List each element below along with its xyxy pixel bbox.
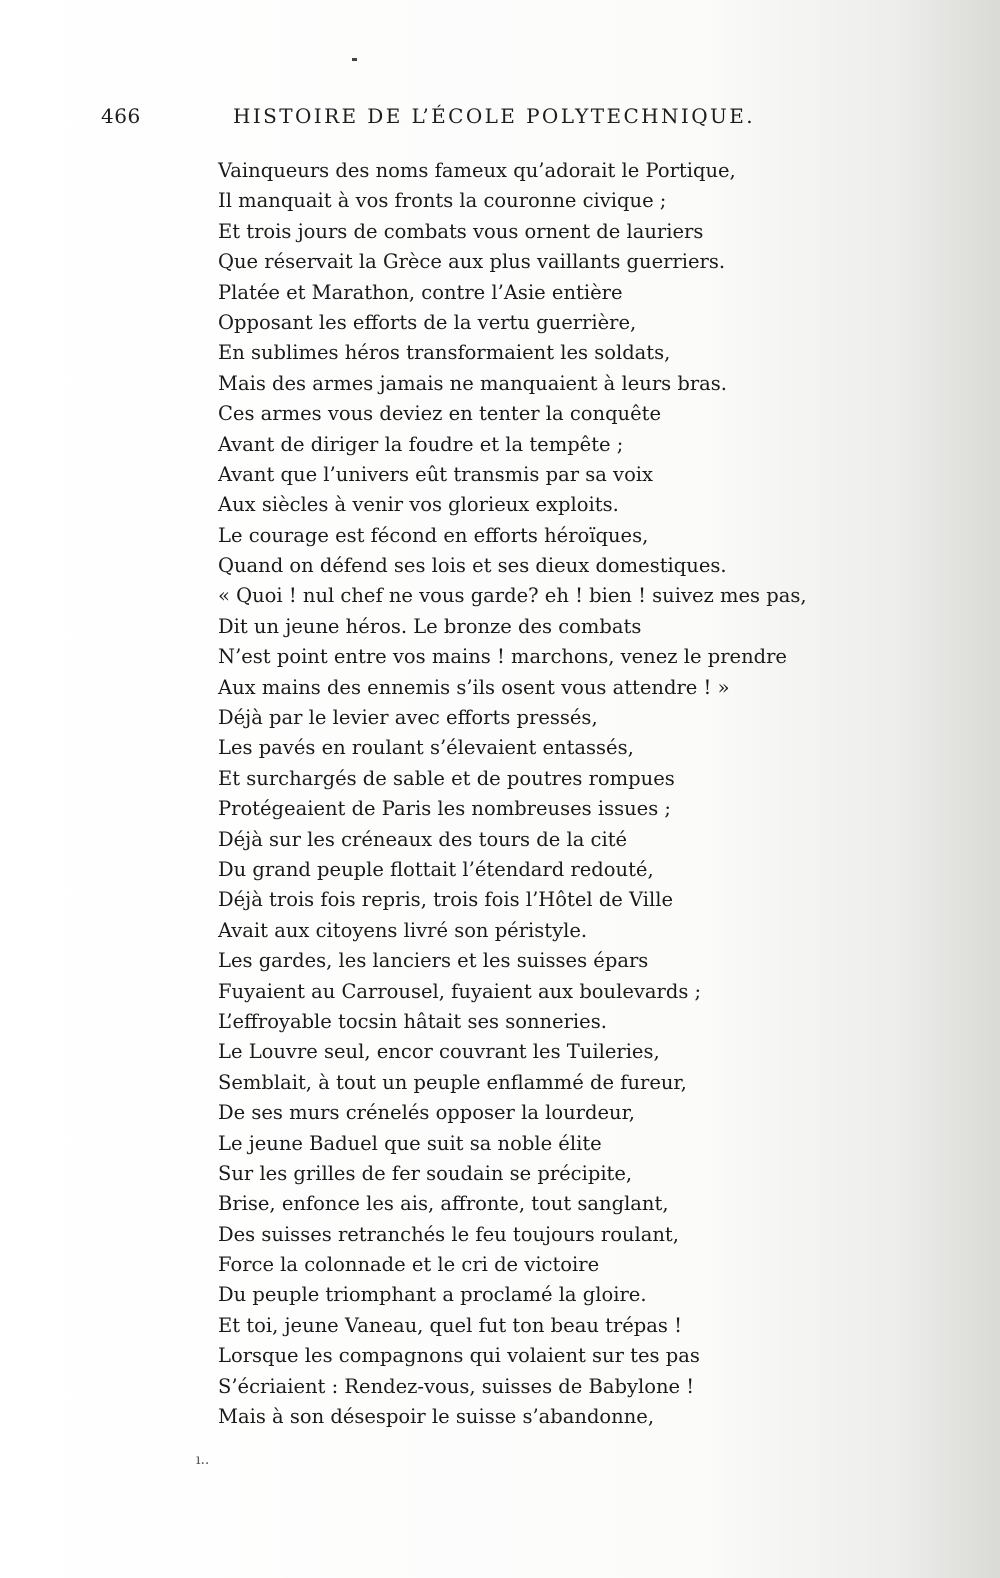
verse-line: Les gardes, les lanciers et les suisses épars [218, 949, 649, 973]
verse-line: En sublimes héros transformaient les soldats, [218, 341, 671, 365]
verse-line: Le Louvre seul, encor couvrant les Tuileries, [218, 1040, 660, 1064]
verse-line: Du peuple triomphant a proclamé la gloire. [218, 1283, 647, 1307]
verse-line: N’est point entre vos mains ! marchons, venez le prendre [218, 645, 787, 669]
running-head: HISTOIRE DE L’ÉCOLE POLYTECHNIQUE. [233, 104, 756, 128]
verse-line: Le courage est fécond en efforts héroïques, [218, 523, 649, 547]
page-header [0, 98, 1000, 138]
verse-line: Mais des armes jamais ne manquaient à leurs bras. [218, 371, 728, 395]
verse-line: Ces armes vous deviez en tenter la conquête [218, 402, 662, 426]
verse-line: Il manquait à vos fronts la couronne civique ; [218, 189, 667, 213]
verse-line: Déjà par le levier avec efforts pressés, [218, 706, 598, 730]
verse-line: Opposant les efforts de la vertu guerrière, [218, 310, 637, 334]
verse-line: Avait aux citoyens livré son péristyle. [218, 918, 588, 942]
verse-line: Mais à son désespoir le suisse s’abandonne, [218, 1405, 655, 1429]
verse-line: Lorsque les compagnons qui volaient sur tes pas [218, 1344, 700, 1368]
ink-speck [352, 58, 357, 61]
verse-line: Platée et Marathon, contre l’Asie entière [218, 280, 623, 304]
verse-line: Sur les grilles de fer soudain se précipite, [218, 1161, 633, 1185]
verse-block [218, 156, 858, 1432]
verse-line: L’effroyable tocsin hâtait ses sonneries. [218, 1009, 607, 1033]
verse-line: Force la colonnade et le cri de victoire [218, 1253, 600, 1277]
verse-line: Semblait, à tout un peuple enflammé de fureur, [218, 1070, 687, 1094]
verse-line: Fuyaient au Carrousel, fuyaient aux boulevards ; [218, 979, 702, 1003]
page-number: 466 [101, 104, 141, 128]
verse-line: Aux mains des ennemis s’ils osent vous attendre ! » [218, 675, 730, 699]
verse-line: Avant que l’univers eût transmis par sa voix [218, 462, 654, 486]
verse-line: Et trois jours de combats vous ornent de lauriers [218, 219, 704, 243]
verse-line: Brise, enfonce les ais, affronte, tout sanglant, [218, 1192, 669, 1216]
verse-line: De ses murs crénelés opposer la lourdeur, [218, 1101, 635, 1125]
verse-line: Que réservait la Grèce aux plus vaillants guerriers. [218, 250, 726, 274]
verse-line: Déjà trois fois repris, trois fois l’Hôtel de Ville [218, 888, 674, 912]
verse-line: « Quoi ! nul chef ne vous garde? eh ! bien ! suivez mes pas, [218, 584, 807, 608]
verse-line: Et surchargés de sable et de poutres rompues [218, 766, 675, 790]
verse-line: Quand on défend ses lois et ses dieux domestiques. [218, 554, 727, 578]
verse-line: Le jeune Baduel que suit sa noble élite [218, 1131, 602, 1155]
signature-mark: ı.. [196, 1452, 210, 1468]
verse-line: Déjà sur les créneaux des tours de la cité [218, 827, 628, 851]
verse-line: Avant de diriger la foudre et la tempête ; [218, 432, 624, 456]
verse-line: Les pavés en roulant s’élevaient entassés, [218, 736, 634, 760]
verse-line: Vainqueurs des noms fameux qu’adorait le Portique, [218, 159, 736, 182]
verse-line: S’écriaient : Rendez-vous, suisses de Babylone ! [218, 1374, 695, 1398]
verse-line: Protégeaient de Paris les nombreuses issues ; [218, 797, 671, 821]
verse-line: Des suisses retranchés le feu toujours roulant, [218, 1222, 679, 1246]
verse-line: Aux siècles à venir vos glorieux exploits. [218, 493, 619, 517]
verse-line: Du grand peuple flottait l’étendard redouté, [218, 857, 654, 881]
verse-line: Et toi, jeune Vaneau, quel fut ton beau trépas ! [218, 1313, 682, 1337]
verse-line: Dit un jeune héros. Le bronze des combats [218, 614, 642, 638]
